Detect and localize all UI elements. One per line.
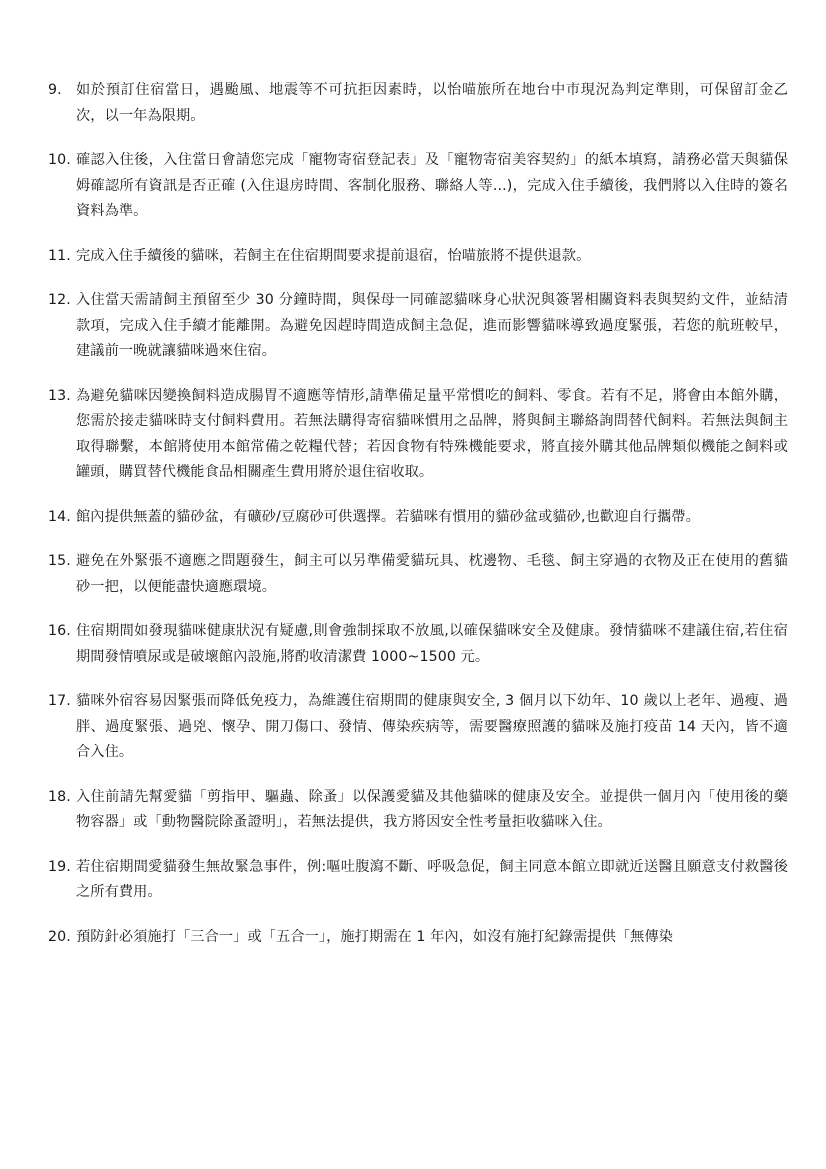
list-item xyxy=(48,505,788,531)
item-text: 貓咪外宿容易因緊張而降低免疫力，為維護住宿期間的健康與安全, 3 個月以下幼年、10 歲以上老年、過瘦、過胖、過度緊張、過兇、懷孕、開刀傷口、發情、傳染疾病等，需要醫療照護的貓咪及施打疫苗 14 天內，皆不適合入住。 xyxy=(76,693,788,760)
item-number: 12. xyxy=(48,292,71,308)
item-text: 入住前請先幫愛貓「剪指甲、驅蟲、除蚤」以保護愛貓及其他貓咪的健康及安全。並提供一個月內「使用後的藥物容器」或「動物醫院除蚤證明」，若無法提供，我方將因安全性考量拒收貓咪入住。 xyxy=(76,788,788,830)
item-text: 預防針必須施打「三合一」或「五合一」，施打期需在 1 年內，如沒有施打紀錄需提供「無傳染 xyxy=(76,928,674,945)
list-item xyxy=(48,855,788,906)
list-item xyxy=(48,384,788,486)
list-item xyxy=(48,619,788,670)
item-number: 18. xyxy=(48,788,71,805)
item-number: 9. xyxy=(48,82,62,98)
list-item xyxy=(48,148,788,225)
item-number: 11. xyxy=(48,247,71,264)
item-text: 確認入住後，入住當日會請您完成「寵物寄宿登記表」及「寵物寄宿美容契約」的紙本填寫，請務必當天與貓保姆確認所有資訊是否正確 (入住退房時間、客制化服務、聯絡人等...)，完成入住手續後，我們將以入住時的簽名資料為準。 xyxy=(76,152,788,219)
item-text: 完成入住手續後的貓咪，若飼主在住宿期間要求提前退宿，怡喵旅將不提供退款。 xyxy=(76,247,591,264)
list-item xyxy=(48,244,788,270)
list-item xyxy=(48,288,788,365)
item-text: 若住宿期間愛貓發生無故緊急事件，例:嘔吐腹瀉不斷、呼吸急促，飼主同意本館立即就近送醫且願意支付救醫後之所有費用。 xyxy=(76,858,788,900)
item-text: 避免在外緊張不適應之問題發生，飼主可以另準備愛貓玩具、枕邊物、毛毯、飼主穿過的衣物及正在使用的舊貓砂一把，以便能盡快適應環境。 xyxy=(76,553,788,595)
list-item xyxy=(48,549,788,600)
item-text: 館內提供無蓋的貓砂盆，有礦砂/豆腐砂可供選擇。若貓咪有慣用的貓砂盆或貓砂,也歡迎自行攜帶。 xyxy=(76,508,700,525)
list-item xyxy=(48,78,788,129)
item-text: 如於預訂住宿當日，遇颱風、地震等不可抗拒因素時，以怡喵旅所在地台中市現況為判定準則，可保留訂金乙次，以一年為限期。 xyxy=(76,82,788,124)
list-item xyxy=(48,925,788,951)
item-number: 14. xyxy=(48,508,71,525)
list-item xyxy=(48,689,788,766)
item-number: 20. xyxy=(48,928,71,945)
list-item xyxy=(48,785,788,836)
item-text: 住宿期間如發現貓咪健康狀況有疑慮,則會強制採取不放風,以確保貓咪安全及健康。發情貓咪不建議住宿,若住宿期間發情噴尿或是破壞館內設施,將酌收清潔費 1000~1500 元。 xyxy=(76,623,788,665)
item-number: 16. xyxy=(48,623,71,639)
item-number: 10. xyxy=(48,152,71,168)
terms-list xyxy=(48,78,788,969)
item-text: 為避免貓咪因變換飼料造成腸胃不適應等情形,請準備足量平常慣吃的飼料、零食。若有不足，將會由本館外購，您需於接走貓咪時支付飼料費用。若無法購得寄宿貓咪慣用之品牌，將與飼主聯絡詢問替代飼料。若無法與飼主取得聯繫，本館將使用本館常備之乾糧代替；若因食物有特殊機能要求，將直接外購其他品牌類似機能之飼料或罐頭，購買替代機能食品相關產生費用將於退住宿收取。 xyxy=(76,387,788,480)
item-number: 19. xyxy=(48,858,71,875)
item-text: 入住當天需請飼主預留至少 30 分鐘時間，與保母一同確認貓咪身心狀況與簽署相關資料表與契約文件，並結清款項，完成入住手續才能離開。為避免因趕時間造成飼主急促，進而影響貓咪導致過度緊張，若您的航班較早，建議前一晚就讓貓咪過來住宿。 xyxy=(76,292,788,359)
item-number: 15. xyxy=(48,553,71,569)
item-number: 17. xyxy=(48,693,71,709)
item-number: 13. xyxy=(48,387,71,404)
